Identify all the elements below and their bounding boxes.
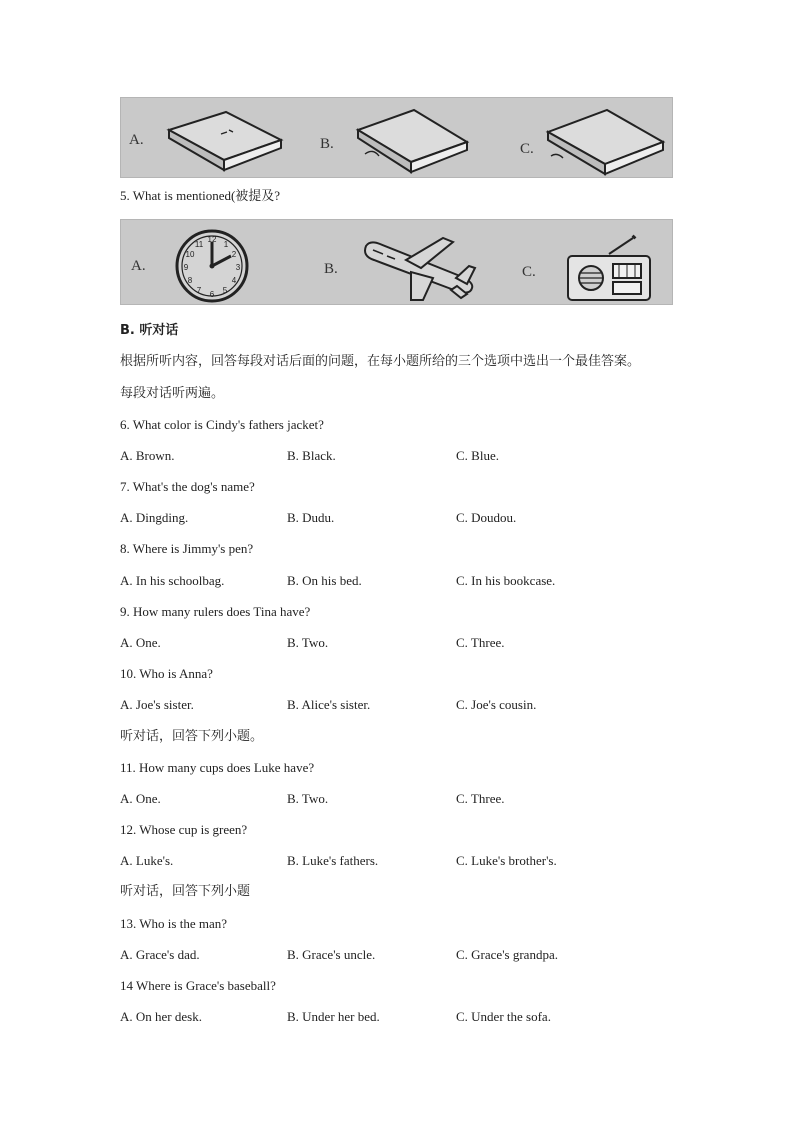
question-11-options [120, 791, 680, 807]
svg-text:1: 1 [223, 240, 229, 249]
option-a[interactable]: A. Joe's sister. [120, 697, 194, 712]
group2-heading: 听对话，回答下列小题 [120, 884, 251, 899]
q4-option-c-label: C. [520, 141, 534, 157]
question-10-options [120, 697, 680, 713]
svg-text:7: 7 [196, 286, 202, 295]
option-c[interactable]: C. In his bookcase. [456, 573, 556, 588]
option-a[interactable]: A. In his schoolbag. [120, 573, 225, 588]
option-a[interactable]: A. On her desk. [120, 1009, 202, 1024]
svg-text:4: 4 [231, 276, 237, 285]
book-icon [358, 110, 467, 172]
book-icon [169, 112, 281, 170]
radio-icon [568, 236, 650, 300]
option-c[interactable]: C. Luke's brother's. [456, 853, 557, 868]
airplane-icon [365, 238, 475, 300]
option-b[interactable]: B. Two. [287, 791, 329, 806]
option-a[interactable]: A. Grace's dad. [120, 947, 200, 962]
question-7: 7. What's the dog's name? [120, 479, 255, 494]
option-c[interactable]: C. Grace's grandpa. [456, 947, 558, 962]
question-12: 12. Whose cup is green? [120, 822, 248, 837]
svg-text:9: 9 [183, 263, 189, 272]
q5-option-a-label: A. [131, 258, 146, 274]
question-12-options [120, 853, 680, 869]
question-11: 11. How many cups does Luke have? [120, 760, 315, 775]
question-7-options [120, 510, 680, 526]
svg-text:3: 3 [235, 263, 241, 272]
question-9-options [120, 635, 680, 651]
question-8-options [120, 573, 680, 589]
option-b[interactable]: B. Dudu. [287, 510, 335, 525]
clock-icon [177, 231, 247, 301]
q5-option-c-label: C. [522, 264, 536, 280]
q5-image-strip [120, 219, 673, 305]
section-instruction-2: 每段对话听两遍。 [120, 386, 225, 401]
option-b[interactable]: B. Under her bed. [287, 1009, 380, 1024]
option-b[interactable]: B. Black. [287, 448, 336, 463]
option-b[interactable]: B. Two. [287, 635, 329, 650]
q4-option-a-label: A. [129, 132, 144, 148]
q5-question: 5. What is mentioned(被提及? [120, 188, 281, 203]
option-c[interactable]: C. Blue. [456, 448, 499, 463]
section-instruction-1: 根据所听内容，回答每段对话后面的问题，在每小题所给的三个选项中选出一个最佳答案。 [120, 354, 641, 369]
option-a[interactable]: A. One. [120, 791, 161, 806]
question-8: 8. Where is Jimmy's pen? [120, 541, 254, 556]
option-a[interactable]: A. Brown. [120, 448, 175, 463]
option-b[interactable]: B. Grace's uncle. [287, 947, 376, 962]
question-14: 14 Where is Grace's baseball? [120, 978, 276, 993]
question-6-options [120, 448, 680, 464]
option-a[interactable]: A. Dingding. [120, 510, 189, 525]
question-10: 10. Who is Anna? [120, 666, 213, 681]
svg-text:6: 6 [209, 290, 215, 299]
svg-text:10: 10 [185, 250, 195, 259]
question-6: 6. What color is Cindy's fathers jacket? [120, 417, 324, 432]
option-b[interactable]: B. On his bed. [287, 573, 362, 588]
q4-option-b-label: B. [320, 136, 334, 152]
section-title: B. 听对话 [120, 323, 179, 338]
question-13-options [120, 947, 680, 963]
svg-text:8: 8 [187, 276, 193, 285]
svg-text:5: 5 [222, 286, 228, 295]
q5-option-b-label: B. [324, 261, 338, 277]
question-14-options [120, 1009, 680, 1025]
svg-text:2: 2 [231, 250, 237, 259]
option-b[interactable]: B. Luke's fathers. [287, 853, 379, 868]
q4-image-strip [120, 97, 673, 178]
svg-text:12: 12 [207, 235, 217, 244]
option-a[interactable]: A. One. [120, 635, 161, 650]
option-c[interactable]: C. Three. [456, 791, 505, 806]
svg-text:11: 11 [194, 240, 204, 249]
group1-heading: 听对话，回答下列小题。 [120, 729, 264, 744]
option-c[interactable]: C. Doudou. [456, 510, 517, 525]
option-c[interactable]: C. Three. [456, 635, 505, 650]
option-c[interactable]: C. Under the sofa. [456, 1009, 551, 1024]
option-a[interactable]: A. Luke's. [120, 853, 174, 868]
option-b[interactable]: B. Alice's sister. [287, 697, 371, 712]
option-c[interactable]: C. Joe's cousin. [456, 697, 537, 712]
question-9: 9. How many rulers does Tina have? [120, 604, 311, 619]
book-icon [548, 110, 663, 174]
question-13: 13. Who is the man? [120, 916, 227, 931]
